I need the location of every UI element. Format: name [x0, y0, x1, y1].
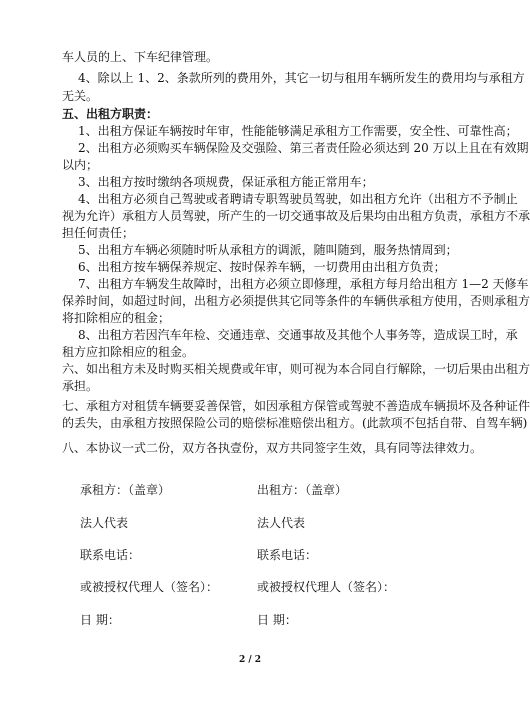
- text-line: 视为允许）承租方人员驾驶，所产生的一切交通事故及后果均由出租方负责，承租方不承: [62, 209, 530, 223]
- agent-label-right: 或被授权代理人（签名）：: [257, 580, 396, 594]
- text-line: 1、出租方保证车辆按时年审，性能能够满足承租方工作需要，安全性、可靠性高；: [78, 124, 518, 138]
- phone-label-left: 联系电话：: [80, 548, 141, 562]
- text-line: 车人员的上、下车纪律管理。: [62, 50, 219, 64]
- lessee-seal-label: 承租方：（盖章）: [80, 483, 171, 497]
- legal-rep-label-right: 法人代表: [257, 516, 306, 530]
- text-line: 将扣除相应的租金；: [62, 311, 171, 325]
- date-label-right: 日 期：: [257, 613, 297, 627]
- lessor-seal-label: 出租方：（盖章）: [257, 483, 348, 497]
- text-line: 2、出租方必须购买车辆保险及交强险、第三者责任险必须达到 20 万以上且在有效期: [78, 141, 529, 155]
- text-line: 4、出租方必须自己驾驶或者聘请专职驾驶员驾驶，如出租方允许（出租方不予制止: [78, 192, 518, 206]
- text-line: 租方应扣除相应的租金。: [62, 345, 195, 359]
- page-number: 2 / 2: [238, 655, 262, 665]
- text-line: 无关。: [62, 89, 99, 103]
- text-line: 4、除以上 1、2、条款所列的费用外，其它一切与租用车辆所发生的费用均与承租方: [78, 71, 525, 85]
- text-line: 8、出租方若因汽车年检、交通违章、交通事故及其他个人事务等，造成误工时，承: [78, 328, 518, 342]
- text-line: 5、出租方车辆必须随时听从承租方的调派，随叫随到，服务热情周到；: [78, 243, 458, 257]
- date-label-left: 日 期：: [80, 613, 120, 627]
- text-line: 担任何责任；: [62, 226, 135, 240]
- text-line: 6、出租方按车辆保养规定、按时保养车辆，一切费用由出租方负责；: [78, 260, 446, 274]
- text-line: 7、出租方车辆发生故障时，出租方必须立即修理，承租方每月给出租方 1—2 天修车: [78, 277, 529, 291]
- text-line: 承担。: [62, 379, 99, 393]
- text-line: 3、出租方按时缴纳各项规费，保证承租方能正常用车；: [78, 175, 374, 189]
- text-line: 六、如出租方未及时购买相关规费或年审，则可视为本合同自行解除，一切后果由出租方: [62, 362, 530, 376]
- text-line: 七、承租方对租赁车辆要妥善保管，如因承租方保管或驾驶不善造成车辆损坏及各种证件: [62, 399, 530, 413]
- phone-label-right: 联系电话：: [257, 548, 318, 562]
- text-line: 的丢失，由承租方按照保险公司的赔偿标准赔偿出租方。(此款项不包括自带、自驾车辆): [62, 416, 528, 430]
- text-line: 保养时间，如超过时间，出租方必须提供其它同等条件的车辆供承租方使用，否则承租方: [62, 294, 530, 308]
- agent-label-left: 或被授权代理人（签名）：: [80, 580, 219, 594]
- section-heading: 五、出租方职责：: [62, 107, 159, 121]
- text-line: 以内；: [62, 158, 99, 172]
- text-line: 八、本协议一式二份，双方各执壹份，双方共同签字生效，具有同等法律效力。: [62, 441, 483, 455]
- legal-rep-label-left: 法人代表: [80, 516, 129, 530]
